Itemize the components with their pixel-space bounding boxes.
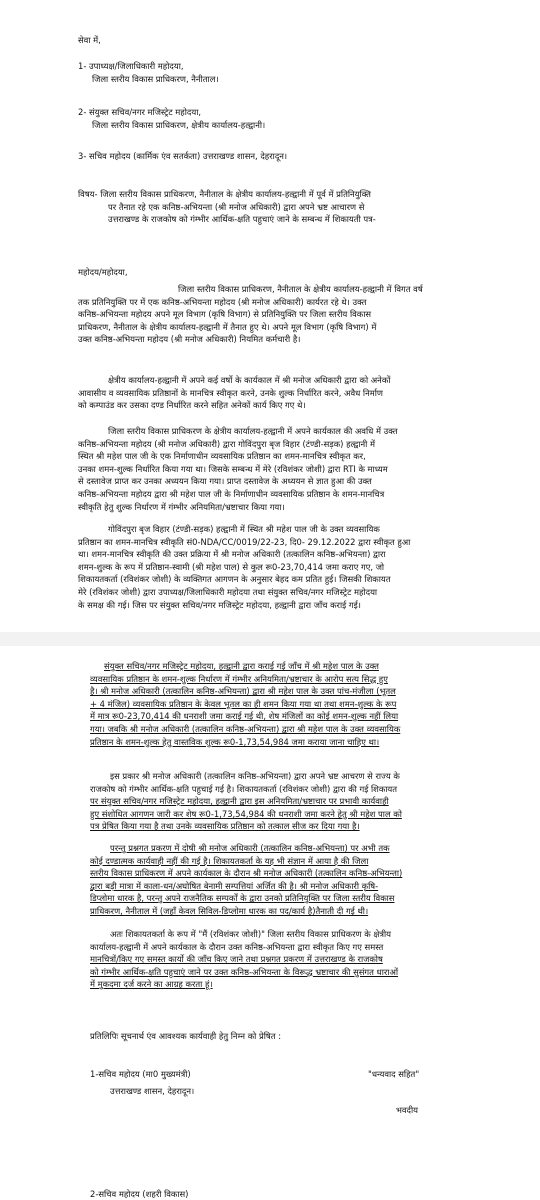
cc-1 xyxy=(90,1068,194,1097)
recipient-3 xyxy=(78,150,287,163)
salutation-to: सेवा में, xyxy=(78,35,101,45)
paragraph-5: संयुक्त सचिव/नगर मजिस्ट्रेट महोदया, हल्द्वानी द्वारा कराई गई जाँच में श्री महेश पाल के उक्त व्यवसायिक प्रतिष्ठान के शमन-शुल्क निर्धारण में गंम्भीर अनियमिता/भ्रष्टाचार के आरोप सत्य सिद्ध हुए है। श्री मनोज अधिकारी (तत्कालिन कनिष्ठ-अभियन्ता) द्वारा श्री महेश पाल के उक्त पांच-मंजीला (भूतल + 4 मंजिल) व्यवसायिक प्रतिष्ठान के केवल भूतल का ही शमन किया गया था तथा शमन-शुल्क के रूप में मात्र रू0-23,70,414 की धनराशी जमा कराई गई थी, शेष मंजिलों का कोई शमन-शुल्क नहीं लिया गया। जबकि श्री मनोज अधिकारी (तत्कालिन कनिष्ठ-अभियन्ता) द्वारा श्री महेश पाल के उक्त व्यवसायिक प्रतिष्ठान के शमन-शुल्क हेतु वास्तविक शुल्क रू0-1,73,54,984 जमा कराया जाना चाहिए था। xyxy=(90,661,401,747)
greeting: महोदय/महोदया, xyxy=(78,267,128,277)
cc-1-title: 1-सचिव महोदय (मा0 मुख्यमंत्री) xyxy=(90,1069,191,1079)
paragraph-4: गोविंदपुरा बृज विहार (टंण्डी-सड़क) हल्द्वानी में स्थित श्री महेश पाल जी के उक्त व्यवसायिक प्रतिष्ठान का शमन-मानचित्र स्वीकृति सं0-NDA/CC/0019/22-23, दि0- 29.12.2022 द्वारा स्वीकृत हुआ था। शमन-मानचित्र स्वीकृति की उक्त प्रक्रिया में श्री मनोज अधिकारी (तत्कालिन कनिष्ठ-अभियन्ता) द्वारा शमन-शुल्क के रूप में प्रतिष्ठान-स्वामी (श्री महेश पाल) से कुल रू0-23,70,414 जमा कराए गए, जो शिकायतकर्ता (रविशंकर जोशी) के व्यक्तिगत आगणन के अनुसार बेहद कम प्रतित हुई। जिसकी शिकायत मेरे (रविशंकर जोशी) द्वारा उपाध्यक्ष/जिलाधिकारी महोदया तथा संयुक्त सचिव/नगर मजिस्ट्रेट महोदया के समक्ष की गई। जिस पर संयुक्त सचिव/नगर मजिस्ट्रेट महोदया, हल्द्वानी द्वारा जाँच कराई गई। xyxy=(78,524,411,610)
copy-to-heading: प्रतिलिपिः सूचनार्थ एंव आवश्यक कार्यवाही हेतु निम्न को प्रेषित : xyxy=(90,1031,282,1041)
recipient-1-org: जिला स्तरीय विकास प्राधिकरण, नैनीताल। xyxy=(92,73,219,84)
paragraph-1: जिला स्तरीय विकास प्राधिकरण, नैनीताल के क्षेत्रीय कार्यालय-हल्द्वानी में विगत वर्ष तक प्रतिनियुक्ति पर में एक कनिष्ठ-अभियन्ता महोदय (श्री मनोज अधिकारी) कार्यरत रहे थे। उक्त कनिष्ठ-अभियन्ता महोदय अपने मूल विभाग (कृषि विभाग) से प्रतिनियुक्ति पर जिला स्तरीय विकास प्राधिकरण, नैनीताल के क्षेत्रीय कार्यालय-हल्द्वानी में तैनात हुए थे। अपने मूल विभाग (कृषि विभाग) में उक्त कनिष्ठ-अभियन्ता महोदय (श्री मनोज अधिकारी) नियमित कर्मचारी है। xyxy=(78,284,423,345)
recipient-3-title: 3- सचिव महोदय (कार्मिक एंव सतर्कता) उत्तराखण्ड शासन, देहरादून। xyxy=(78,151,288,161)
paragraph-3: जिला स्तरीय विकास प्राधिकरण के क्षेत्रीय कार्यालय-हल्द्वानी में अपने कार्यकाल की अवधि में उक्त कनिष्ठ-अभियन्ता महोदय (श्री मनोज अधिकारी) द्वारा गोविंदपुरा बृज विहार (टंण्डी-सड़क) हल्द्वानी में स्थित श्री महेश पाल जी के एक निर्माणाधीन व्यवसायिक प्रतिष्ठान का शमन-मानचित्र स्वीकृत कर, उनका शमन-शुल्क निर्धारित किया गया था। जिसके सम्बन्ध में मेरे (रविशंकर जोशी) द्वारा RTI के माध्यम से दस्तावेज प्राप्त कर उनका अध्ययन किया गया। प्राप्त दस्तावेज के अध्ययन से ज्ञात हुआ की उक्त कनिष्ठ-अभियन्ता महोदय द्वारा श्री महेश पाल जी के निर्माणाधीन व्यवसायिक प्रतिष्ठान के शमन-मानचित्र स्वीकृति हेतु शुल्क निर्धारण में गंम्भीर अनियमिता/भ्रष्टाचार किया गया। xyxy=(78,426,398,512)
paragraph-7: परन्तु प्रश्नगत प्रकरण में दोषी श्री मनोज अधिकारी (तत्कालिन कनिष्ठ-अभियन्ता) पर अभी तक कोई दण्डात्मक कार्यवाही नहीं की गई है। शिकायतकर्ता के यह भी संज्ञान में आया है की जिला स्तरीय विकास प्राधिकरण में अपने कार्यकाल के दौरान श्री मनोज अधिकारी (तत्कालिन कनिष्ठ-अभियन्ता) द्वारा बड़ी मात्रा में काला-धन/अघोषित बेनामी सम्पत्तियां अर्जित की है। श्री मनोज अधिकारी कृषि- डिप्लोमा धारक है, परन्तु अपने राजनैतिक सम्पर्कों के द्वारा उनको प्रतिनियुक्ति पर जिला स्तरीय विकास प्राधिकरण, नैनीताल में (जहाँ केवल सिविल-डिप्लोमा धारक का पद/कार्य है)तैनाती दी गई थी। xyxy=(90,843,403,916)
paragraph-2: क्षेत्रीय कार्यालय-हल्द्वानी में अपने कई वर्षो के कार्यकाल में श्री मनोज अधिकारी द्वारा को अनेकों आवासीय व व्यवसायिक प्रतिष्ठानों के मानचित्र स्वीकृत करने, उनके शुल्क निर्धारित करने, अवैध निर्माण को कम्पाउंड कर उसका दण्ड निर्धारित करने सहित अनेकों कार्य किए गए थे। xyxy=(78,375,391,411)
subject-line-3: उत्तराखण्ड के राजकोष को गंम्भीर आर्थिक-क्षति पहुचाएं जाने के सम्बन्ध में शिकायती पत्र- xyxy=(108,214,376,225)
paragraph-6: इस प्रकार श्री मनोज अधिकारी (तत्कालिन कनिष्ठ-अभियन्ता) द्वारा अपने भ्रष्ट आचरण से राज्य के राजकोष को गंम्भीर आर्थिक-क्षति पहुचाई गई है। शिकायतकर्ता (रविशंकर जोशी) द्वारा की गई शिकायत पर संयुक्त सचिव/नगर मजिस्ट्रेट महोदया, हल्द्वानी द्वारा इस अनियमिता/भ्रष्टाचार पर प्रभावी कार्यवाही हुए संशोधित आगणन जारी कर शेष रू0-1,73,54,984 की धनराशी जमा करने हेतु श्री महेश पाल को पत्र प्रेषित किया गया है तथा उनके व्यवसायिक प्रतिष्ठान को तत्काल सीज कर दिया गया है। xyxy=(90,771,402,832)
thanks-note: "धन्यवाद सहित" xyxy=(368,1069,420,1079)
recipient-1 xyxy=(78,60,219,85)
yours-faithfully: भवदीय xyxy=(396,1105,419,1115)
subject-block xyxy=(78,188,468,226)
page-gap xyxy=(0,632,540,646)
cc-1-org: उत्तराखण्ड शासन, देहरादून। xyxy=(110,1085,195,1096)
recipient-2-title: 2- संयुक्त सचिव/नगर मजिस्ट्रेट महोदया, xyxy=(78,107,202,117)
recipient-1-title: 1- उपाध्यक्ष/जिलाधिकारी महोदया, xyxy=(78,61,184,71)
paragraph-8: अतः शिकायतकर्ता के रूप में "मैं (रविशंकर जोशी)" जिला स्तरीय विकास प्राधिकरण के क्षेत्रीय कार्यालय-हल्द्वानी में अपने कार्यकाल के दौरान उक्त कनिष्ठ-अभियन्ता द्वारा स्वीकृत किए गए समस्त मानचित्रों/किए गए समस्त कार्यो की जाँच किए जाने तथा प्रश्नगत प्रकरण में उत्तराखण्ड के राजकोष को गंम्भीर आर्थिक-क्षति पहुचाएं जाने पर उक्त कनिष्ठ-अभियन्ता के विरूद्ध भ्रष्टाचार की सुसंगत धाराओं में मुकदमा दर्ज करने का आग्रह करता हूं। xyxy=(90,929,399,990)
recipient-2 xyxy=(78,106,265,131)
cc-2-title: 2-सचिव महोदय (शहरी विकास) xyxy=(90,1189,189,1199)
letter-page-2 xyxy=(0,646,540,1200)
subject-line-2: पर तैनात रहे एक कनिष्ठ-अभियन्ता (श्री मनोज अधिकारी) द्वारा अपने भ्रष्ट आचारण से xyxy=(108,201,365,212)
recipient-2-org: जिला स्तरीय विकास प्राधिकरण, क्षेत्रीय कार्यालय-हल्द्वानी। xyxy=(92,119,266,130)
subject-line-1: विषय- जिला स्तरीय विकास प्राधिकरण, नैनीताल के क्षेत्रीय कार्यालय-हल्द्वानी में पूर्व में प्रतिनियुक्ति xyxy=(78,189,371,199)
